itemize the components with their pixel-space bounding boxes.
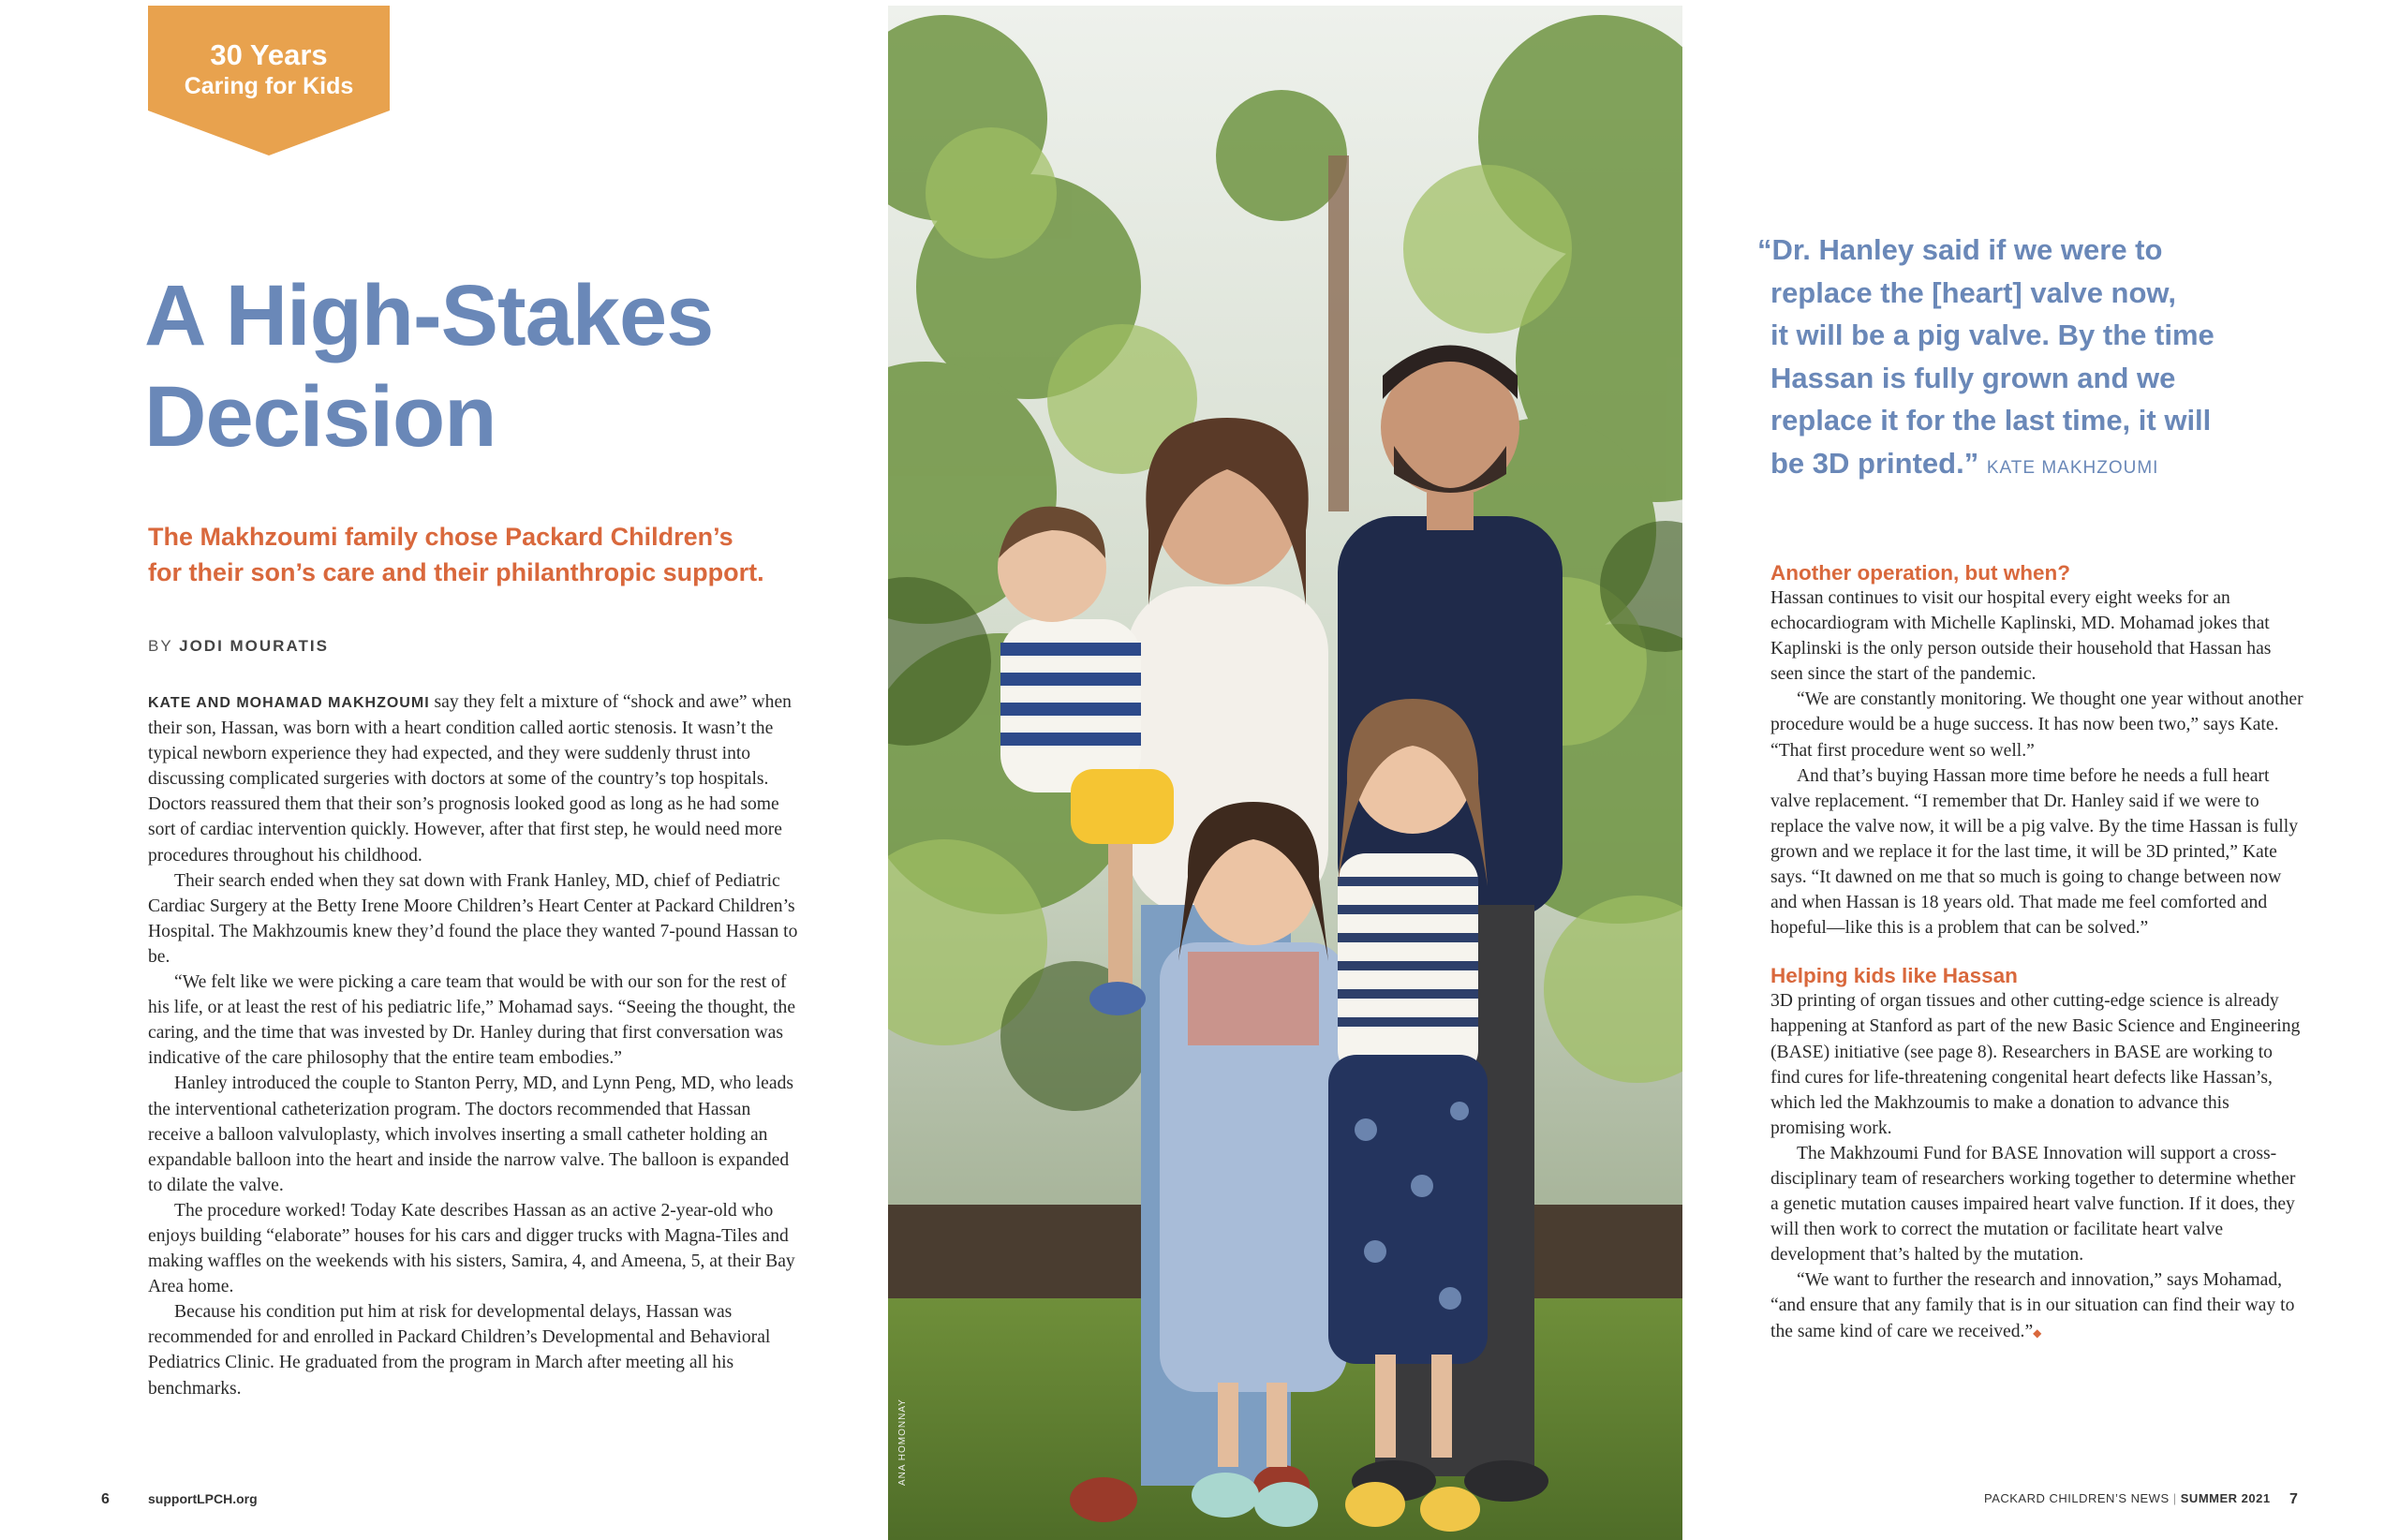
paragraph: [148, 689, 804, 868]
anniversary-banner: [148, 6, 390, 111]
paragraph: The procedure worked! Today Kate describes Hassan as an active 2-year-old who enjoys building “elaborate” houses for his cars and digger trucks with Magna-Tiles and making waffles on the weekends with his sisters, Samira, 4, and Ameena, 5, at their Bay Area home.: [148, 1200, 795, 1297]
paragraph: And that’s buying Hassan more time before he needs a full heart valve replacement. “I remember that Dr. Hanley said if we were to replace the valve now, it will be a pig valve. By the time Hassan is fully grown and we replace it for the last time, it will be 3D printed,” Kate says. “It dawned on me that so much is going to change between now and when Hassan is 18 years old. That made me feel comforted and hopeful—like this is a problem that can be solved.”: [1770, 765, 2298, 939]
title-line-2: Decision: [144, 369, 496, 465]
left-body-text: [148, 689, 804, 1401]
banner-line-1: 30 Years: [210, 38, 328, 71]
right-page-number: 7: [2289, 1491, 2298, 1507]
subtitle-line-1: The Makhzoumi family chose Packard Children’s: [148, 523, 733, 551]
lead-in: KATE AND MOHAMAD MAKHZOUMI: [148, 695, 430, 711]
footer-separator: |: [2172, 1491, 2177, 1505]
right-body-text: [1770, 560, 2304, 1346]
paragraph: “We felt like we were picking a care team that would be with our son for the rest of his life, or at least the rest of his pediatric life,” Mohamad says. “Seeing the thought, the caring, and the time that was invested by Dr. Hanley during that first conversation was indicative of the care philosophy that the entire team embodies.”: [148, 972, 796, 1069]
left-page-number: 6: [101, 1491, 110, 1507]
issue-label: SUMMER 2021: [2180, 1491, 2271, 1505]
subtitle-line-2: for their son’s care and their philanthropic support.: [148, 558, 764, 586]
paragraph-text: say they felt a mixture of “shock and awe” when their son, Hassan, was born with a heart condition called aortic stenosis. It wasn’t the typical newborn experience they had expected, and they were suddenly thrust into discussing complicated surgeries with doctors at some of the country’s top hospitals. Doctors reassured them that their son’s prognosis looked good as long as he had some sort of cardiac intervention quickly. However, after that first step, he would need more procedures throughout his childhood.: [148, 692, 792, 866]
paragraph: Because his condition put him at risk for developmental delays, Hassan was recommended for and enrolled in Packard Children’s Developmental and Behavioral Pediatrics Clinic. He graduated from the program in March after meeting all his benchmarks.: [148, 1302, 771, 1399]
paragraph: Hanley introduced the couple to Stanton Perry, MD, and Lynn Peng, MD, who leads the interventional catheterization program. The doctors recommended that Hassan receive a balloon valvuloplasty, which involves inserting a small catheter holding an expandable balloon into the heart and inside the narrow valve. The balloon is expanded to dilate the valve.: [148, 1074, 793, 1195]
paragraph: Their search ended when they sat down with Frank Hanley, MD, chief of Pediatric Cardiac Surgery at the Betty Irene Moore Children’s Heart Center at Packard Children’s Hospital. The Makhzoumis knew they’d found the place they wanted 7-pound Hassan to be.: [148, 870, 798, 967]
banner-point-shape: [148, 111, 390, 155]
pull-quote: [1757, 229, 2282, 489]
byline: [148, 637, 329, 656]
footer-site: supportLPCH.org: [148, 1491, 258, 1506]
quote-line-2: replace the [heart] valve now,: [1770, 275, 2177, 309]
publication-name: PACKARD CHILDREN’S NEWS: [1984, 1491, 2170, 1505]
footer-publication: [1984, 1491, 2271, 1505]
quote-line-1: “Dr. Hanley said if we were to: [1757, 233, 2163, 266]
section-heading-another-operation: Another operation, but when?: [1770, 561, 2070, 585]
quote-line-3: it will be a pig valve. By the time: [1770, 318, 2215, 351]
end-mark-icon: ◆: [2033, 1325, 2042, 1340]
section-heading-helping-kids: Helping kids like Hassan: [1770, 964, 2018, 988]
quote-line-6-text: be 3D printed.”: [1770, 446, 1979, 480]
quote-line-6: [1757, 442, 2282, 490]
quote-line-5: replace it for the last time, it will: [1770, 404, 2212, 437]
paragraph: The Makhzoumi Fund for BASE Innovation will support a cross-disciplinary team of researchers working together to determine whether a genetic mutation causes impaired heart valve function. If it does, they will then work to correct the mutation or facilitate heart valve development that’s halted by the mutation.: [1770, 1143, 2296, 1266]
quote-attribution: KATE MAKHZOUMI: [1986, 457, 2159, 478]
banner-line-2: Caring for Kids: [184, 73, 354, 99]
paragraph: Hassan continues to visit our hospital every eight weeks for an echocardiogram with Michelle Kaplinski, MD. Mohamad jokes that Kaplinski is the only person outside their household that Hassan has seen since the start of the pandemic.: [1770, 588, 2272, 685]
quote-line-4: Hassan is fully grown and we: [1770, 361, 2176, 394]
left-page: [0, 0, 888, 1540]
byline-prefix: BY: [148, 637, 173, 655]
paragraph: “We are constantly monitoring. We thought one year without another procedure would be a huge success. It has now been two,” says Kate. “That first procedure went so well.”: [1770, 689, 2304, 761]
article-title: [144, 265, 856, 467]
byline-author: JODI MOURATIS: [179, 637, 329, 655]
paragraph: [1770, 1267, 2304, 1345]
photo-credit: ANA HOMONNAY: [897, 1399, 908, 1486]
family-photo: [888, 6, 1682, 1540]
title-line-1: A High-Stakes: [144, 268, 714, 363]
paragraph-text: “We want to further the research and innovation,” says Mohamad, “and ensure that any family that is in our situation can find their way to the same kind of care we received.”: [1770, 1270, 2295, 1341]
paragraph: 3D printing of organ tissues and other cutting-edge science is already happening at Stanford as part of the new Basic Science and Engineering (BASE) initiative (see page 8). Researchers in BASE are working to find cures for life-threatening congenital heart defects like Hassan’s, which led the Makhzoumis to make a donation to advance this promising work.: [1770, 991, 2301, 1138]
article-subtitle: [148, 519, 804, 590]
